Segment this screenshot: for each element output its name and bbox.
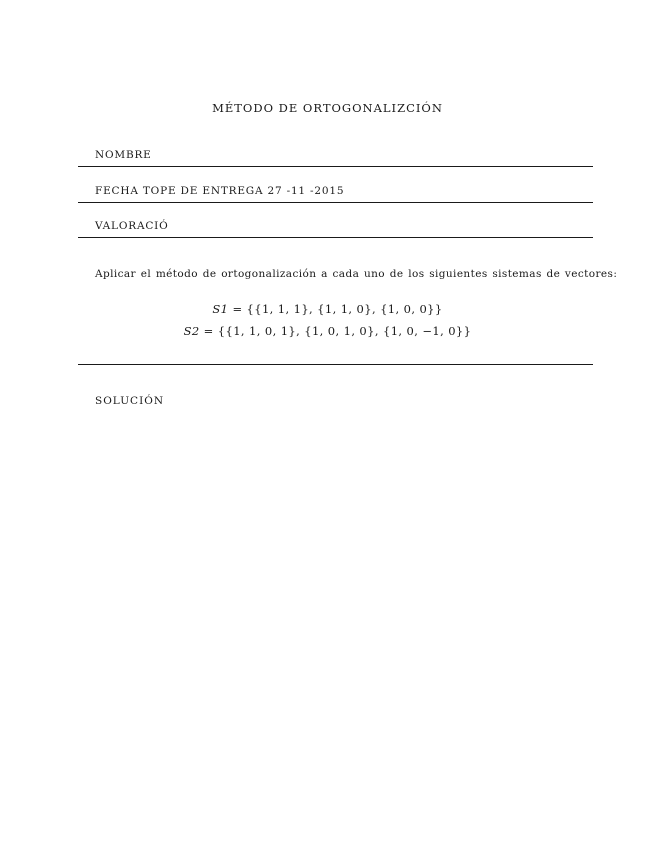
equation-s2-rhs: = {{1, 1, 0, 1}, {1, 0, 1, 0}, {1, 0, −1, 0}} (199, 324, 472, 338)
grade-field-label: VALORACIÓ (95, 220, 169, 232)
document-title: MÉTODO DE ORTOGONALIZCIÓN (212, 101, 443, 115)
equation-s1-rhs: = {{1, 1, 1}, {1, 1, 0}, {1, 0, 0}} (228, 302, 443, 316)
equation-s1 (0, 302, 655, 316)
due-date-label: FECHA TOPE DE ENTREGA 27 -11 -2015 (95, 185, 345, 197)
name-field-label: NOMBRE (95, 149, 152, 161)
equation-s2-lhs: S2 (183, 324, 200, 338)
name-line (78, 166, 593, 167)
due-date-line (78, 202, 593, 203)
equation-s2 (0, 324, 655, 338)
statement-separator (78, 364, 593, 365)
problem-statement: Aplicar el método de ortogonalización a cada uno de los siguientes sistemas de vectores: (95, 268, 618, 280)
grade-line (78, 237, 593, 238)
solution-label: SOLUCIÓN (95, 395, 165, 407)
equation-s1-lhs: S1 (212, 302, 229, 316)
